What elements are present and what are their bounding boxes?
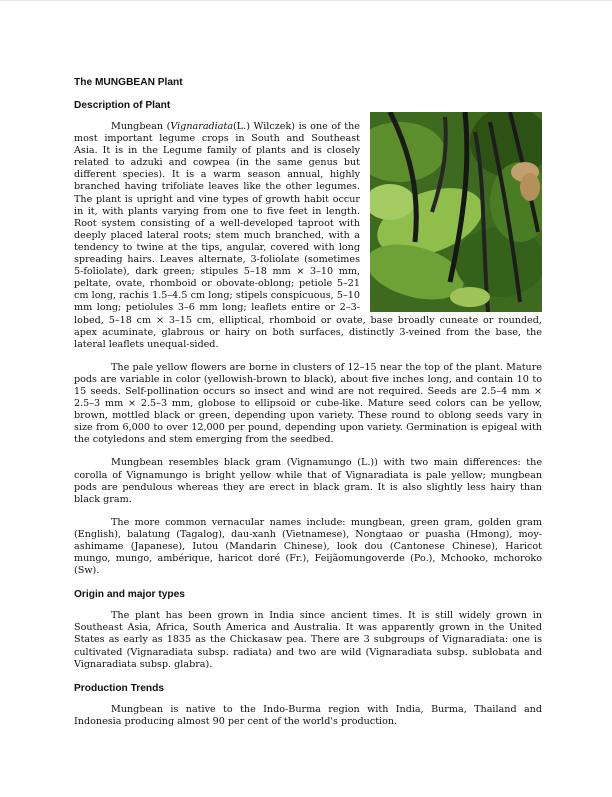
page-top-border [0, 0, 612, 1]
mungbean-plant-photo [370, 112, 542, 312]
document-content [74, 77, 542, 728]
paragraph-production-1: Mungbean is native to the Indo-Burma region with India, Burma, Thailand and Indonesia producing almost 90 per cent of the world's production. [74, 703, 542, 727]
paragraph-description-4: The more common vernacular names include: mungbean, green gram, golden gram (English), balatung (Tagalog), dau-xanh (Vietnamese), Nongtaao or puasha (Hmong), moy-ashimame (Japanese), Iutou (Mandarin Chinese), look dou (Cantonese Chinese), Haricot mungo, mungo, ambérique, haricot doré (Fr.), Feijãomungoverde (Po.), Mchooko, mchoroko (Sw). [74, 516, 542, 577]
section-heading-origin: Origin and major types [74, 589, 185, 601]
section-heading-production: Production Trends [74, 682, 164, 694]
paragraph-origin-1: The plant has been grown in India since ancient times. It is still widely grown in Southeast Asia, Africa, South America and Australia. It was apparently grown in the United States as early as 1835 as the Chickasaw pea. There are 3 subgroups of Vignaradiata: one is cultivated (Vignaradiata subsp. radiata) and two are wild (Vignaradiata subsp. sublobata and Vignaradiata subsp. glabra). [74, 610, 542, 670]
paragraph-description-2: The pale yellow flowers are borne in clusters of 12–15 near the top of the plant. Mature pods are variable in color (yellowish-brown to black), about five inches long, and contain 10 to 15 seeds. Self-pollination occurs so insect and wind are not required. Seeds are 2.5–4 mm × 2.5–3 mm × 2.5–3 mm, globose to ellipsoid or cube-like. Mature seed colors can be yellow, brown, mottled black or green, depending upon variety. These round to oblong seeds vary in size from 6,000 to over 12,000 per pound, depending upon variety. Germination is epigeal with the cotyledons and stem emerging from the seedbed. [74, 361, 542, 446]
section-heading-description: Description of Plant [74, 100, 171, 111]
paragraph-description-1: Mungbean (Vignaradiata(L.) Wilczek) is one of the most important legume crops in South and Southeast Asia. It is in the Legume family of plants and is closely related to adzuki and cowpea (in the same genus but different species). It is a warm season annual, highly branched having trifoliate leaves like the other legumes. The plant is upright and vine types of growth habit occur in it, with plants varying from one to five feet in length. Root system consisting of a well-developed taproot with deeply placed lateral roots; stem much branched, with a tendency to twine at the tips, angular, covered with long spreading hairs. Leaves alternate, 3-foliolate (sometimes 5-foliolate), dark green; stipules 5–18 mm × 3–10 mm, peltate, ovate, rhomboid or obovate-oblong; petiole 5–21 cm long, rachis 1.5–4.5 cm long; stipels conspicuous, 5–10 mm long; petiolules 3–6 mm long; leaflets entire or 2–3-lobed, 5–18 cm × 3–15 cm, elliptical, rhomboid or ovate, base broadly cuneate or rounded, apex acuminate, glabrous or hairy on both surfaces, distinctly 3-veined from the base, the lateral leaflets unequal-sided. [74, 121, 542, 350]
paragraph-description-3: Mungbean resembles black gram (Vignamungo (L.)) with two main differences: the corolla of Vignamungo is bright yellow while that of Vignaradiata is pale yellow; mungbean pods are pendulous whereas they are erect in black gram. It is also slightly less hairy than black gram. [74, 457, 542, 505]
scientific-name: Vignaradiata [170, 121, 234, 132]
document-title: The MUNGBEAN Plant [74, 77, 183, 88]
photo-illustration [370, 112, 542, 312]
